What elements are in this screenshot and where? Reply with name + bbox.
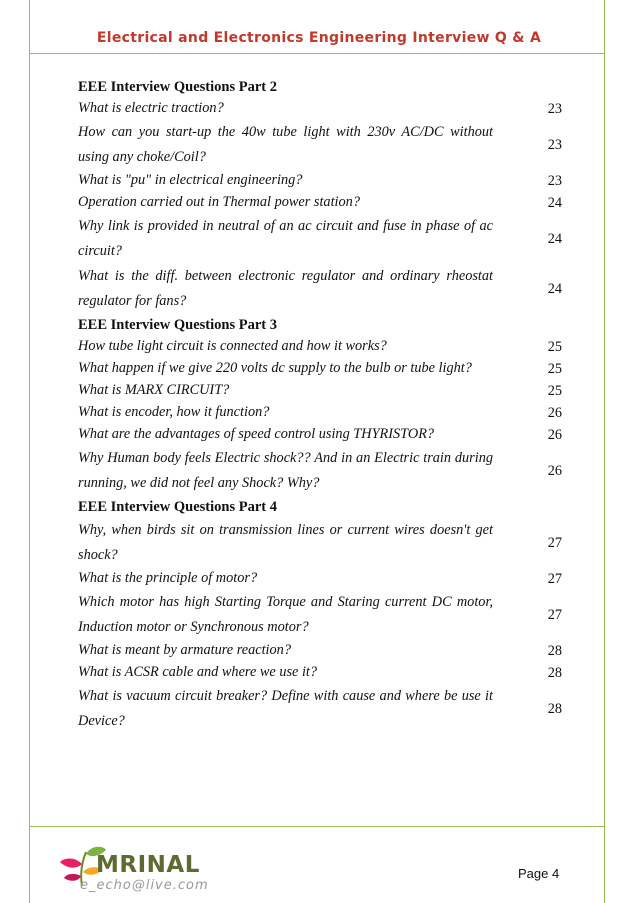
toc-page-number: 26 <box>547 426 562 443</box>
toc-page-number: 24 <box>547 230 562 247</box>
toc-page-number: 23 <box>547 136 562 153</box>
toc-question: Which motor has high Starting Torque and Staring current DC motor, Induction motor or Synchronous motor? <box>78 593 493 635</box>
toc-page-number: 28 <box>547 642 562 659</box>
toc-row[interactable] <box>78 640 562 662</box>
toc-question: What is the diff. between electronic regulator and ordinary rheostat regulator for fans? <box>78 267 493 309</box>
toc-page-number: 23 <box>547 100 562 117</box>
toc-question: Why link is provided in neutral of an ac circuit and fuse in phase of ac circuit? <box>78 217 493 259</box>
toc-page-number: 24 <box>547 280 562 297</box>
toc-question: What are the advantages of speed control using THYRISTOR? <box>78 426 435 443</box>
toc-row[interactable] <box>78 214 562 264</box>
section-heading: EEE Interview Questions Part 3 <box>78 317 277 333</box>
toc-row[interactable] <box>78 358 562 380</box>
toc-page-number: 27 <box>547 534 562 551</box>
table-of-contents <box>78 76 562 734</box>
toc-question: What is meant by armature reaction? <box>78 642 291 659</box>
toc-question: How can you start-up the 40w tube light with 230v AC/DC without using any choke/Coil? <box>78 123 493 165</box>
toc-question: What is electric traction? <box>78 100 224 117</box>
toc-row[interactable] <box>78 684 562 734</box>
section-heading: EEE Interview Questions Part 2 <box>78 79 277 95</box>
toc-page-number: 27 <box>547 570 562 587</box>
toc-page-number: 28 <box>547 700 562 717</box>
toc-row[interactable] <box>78 424 562 446</box>
toc-question: What happen if we give 220 volts dc supply to the bulb or tube light? <box>78 360 472 377</box>
toc-page-number: 25 <box>547 338 562 355</box>
toc-question: What is the principle of motor? <box>78 570 258 587</box>
toc-page-number: 23 <box>547 172 562 189</box>
toc-question: Operation carried out in Thermal power station? <box>78 194 360 211</box>
logo-brand-text: MRINAL <box>96 852 200 878</box>
toc-row[interactable] <box>78 170 562 192</box>
toc-question: Why, when birds sit on transmission lines or current wires doesn't get shock? <box>78 521 493 563</box>
toc-row[interactable] <box>78 402 562 424</box>
toc-page-number: 25 <box>547 360 562 377</box>
mrinal-logo <box>52 842 212 896</box>
toc-question: How tube light circuit is connected and how it works? <box>78 338 387 355</box>
header-divider <box>29 53 605 54</box>
logo-email-text: e_echo@live.com <box>80 878 209 893</box>
toc-question: What is ACSR cable and where we use it? <box>78 664 318 681</box>
toc-row[interactable] <box>78 120 562 170</box>
toc-question: What is "pu" in electrical engineering? <box>78 172 303 189</box>
toc-question: Why Human body feels Electric shock?? And in an Electric train during running, we did not feel any Shock? Why? <box>78 449 493 491</box>
toc-page-number: 25 <box>547 382 562 399</box>
toc-row[interactable] <box>78 518 562 568</box>
toc-row[interactable] <box>78 446 562 496</box>
toc-page-number: 24 <box>547 194 562 211</box>
toc-row[interactable] <box>78 192 562 214</box>
footer-divider <box>29 826 605 827</box>
toc-question: What is encoder, how it function? <box>78 404 270 421</box>
toc-page-number: 28 <box>547 664 562 681</box>
toc-page-number: 26 <box>547 404 562 421</box>
toc-row[interactable] <box>78 336 562 358</box>
toc-page-number: 27 <box>547 606 562 623</box>
toc-row[interactable] <box>78 590 562 640</box>
toc-row[interactable] <box>78 568 562 590</box>
page-number-label: Page 4 <box>518 866 560 881</box>
toc-row[interactable] <box>78 264 562 314</box>
toc-row[interactable] <box>78 98 562 120</box>
section-heading: EEE Interview Questions Part 4 <box>78 499 277 515</box>
toc-page-number: 26 <box>547 462 562 479</box>
toc-row[interactable] <box>78 380 562 402</box>
toc-question: What is MARX CIRCUIT? <box>78 382 230 399</box>
toc-question: What is vacuum circuit breaker? Define with cause and where be use it Device? <box>78 687 493 729</box>
toc-row[interactable] <box>78 662 562 684</box>
page-header-title: Electrical and Electronics Engineering Interview Q & A <box>96 30 542 46</box>
